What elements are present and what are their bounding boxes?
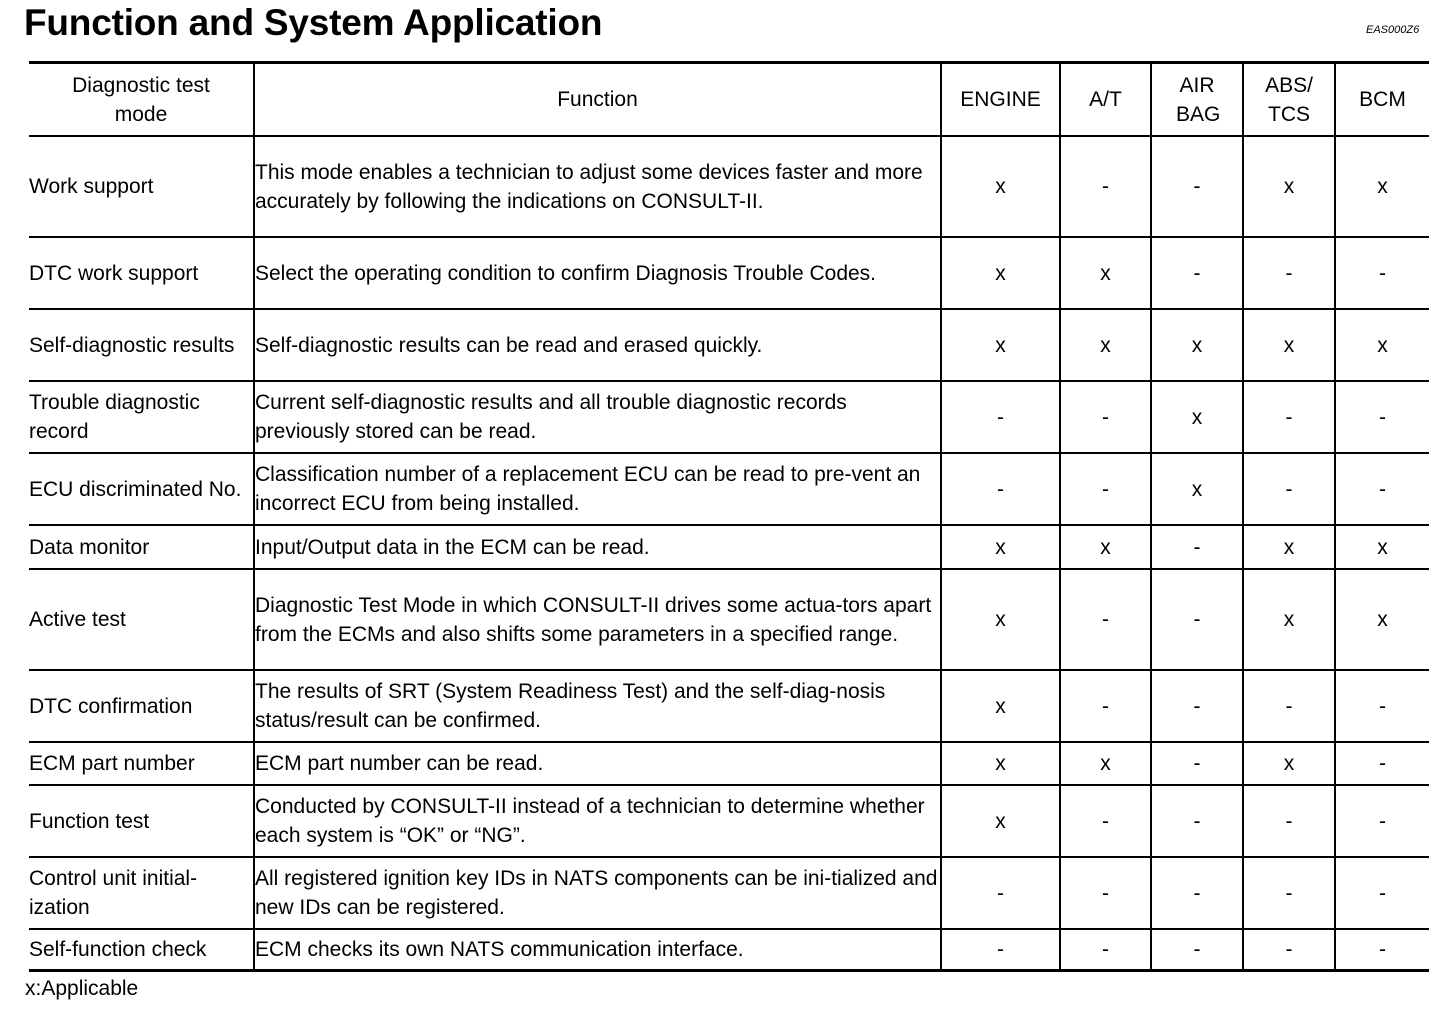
table-row xyxy=(29,785,1429,857)
row-bcm-mark: - xyxy=(1335,929,1429,970)
row-abs-tcs-mark: x xyxy=(1243,309,1335,381)
row-at-mark: - xyxy=(1060,929,1151,970)
page-title: Function and System Application xyxy=(24,2,603,43)
row-engine-mark: x xyxy=(941,525,1060,569)
row-at-mark: x xyxy=(1060,742,1151,785)
row-function: Current self-diagnostic results and all trouble diagnostic records previously stored can be read. xyxy=(254,381,941,453)
row-mode: Self-diagnostic results xyxy=(29,309,254,381)
header-abs-tcs: ABS/ TCS xyxy=(1243,63,1335,137)
row-mode: ECM part number xyxy=(29,742,254,785)
row-engine-mark: - xyxy=(941,857,1060,929)
row-engine-mark: - xyxy=(941,381,1060,453)
row-bcm-mark: - xyxy=(1335,785,1429,857)
row-at-mark: - xyxy=(1060,857,1151,929)
row-mode: Control unit initial-ization xyxy=(29,857,254,929)
document-code: EAS000Z6 xyxy=(1366,24,1420,36)
row-airbag-mark: - xyxy=(1151,742,1243,785)
row-mode: Data monitor xyxy=(29,525,254,569)
row-bcm-mark: x xyxy=(1335,309,1429,381)
table-row xyxy=(29,742,1429,785)
row-mode: Active test xyxy=(29,569,254,670)
row-at-mark: x xyxy=(1060,525,1151,569)
row-airbag-mark: - xyxy=(1151,136,1243,237)
row-engine-mark: x xyxy=(941,670,1060,742)
row-mode: Work support xyxy=(29,136,254,237)
row-engine-mark: x xyxy=(941,569,1060,670)
row-function: Self-diagnostic results can be read and erased quickly. xyxy=(254,309,941,381)
row-engine-mark: x xyxy=(941,785,1060,857)
row-function: Conducted by CONSULT-II instead of a technician to determine whether each system is “OK” or “NG”. xyxy=(254,785,941,857)
row-engine-mark: - xyxy=(941,929,1060,970)
row-at-mark: - xyxy=(1060,785,1151,857)
row-bcm-mark: - xyxy=(1335,237,1429,309)
row-bcm-mark: - xyxy=(1335,857,1429,929)
row-engine-mark: x xyxy=(941,136,1060,237)
row-abs-tcs-mark: - xyxy=(1243,381,1335,453)
row-bcm-mark: - xyxy=(1335,453,1429,525)
row-airbag-mark: - xyxy=(1151,670,1243,742)
row-mode: ECU discriminated No. xyxy=(29,453,254,525)
function-application-table xyxy=(29,61,1429,972)
row-function: The results of SRT (System Readiness Test) and the self-diag-nosis status/result can be confirmed. xyxy=(254,670,941,742)
row-abs-tcs-mark: x xyxy=(1243,742,1335,785)
table-row xyxy=(29,237,1429,309)
row-function: Select the operating condition to confirm Diagnosis Trouble Codes. xyxy=(254,237,941,309)
row-bcm-mark: - xyxy=(1335,742,1429,785)
table-body xyxy=(29,136,1429,970)
row-airbag-mark: - xyxy=(1151,525,1243,569)
row-abs-tcs-mark: - xyxy=(1243,785,1335,857)
row-airbag-mark: - xyxy=(1151,237,1243,309)
row-function: This mode enables a technician to adjust some devices faster and more accurately by following the indications on CONSULT-II. xyxy=(254,136,941,237)
row-bcm-mark: - xyxy=(1335,381,1429,453)
row-engine-mark: x xyxy=(941,742,1060,785)
row-engine-mark: x xyxy=(941,237,1060,309)
applicable-legend: x:Applicable xyxy=(25,977,139,1000)
row-at-mark: - xyxy=(1060,569,1151,670)
table-row xyxy=(29,309,1429,381)
row-engine-mark: x xyxy=(941,309,1060,381)
row-function: Classification number of a replacement ECU can be read to pre-vent an incorrect ECU from being installed. xyxy=(254,453,941,525)
row-mode: Function test xyxy=(29,785,254,857)
row-at-mark: - xyxy=(1060,670,1151,742)
row-airbag-mark: - xyxy=(1151,929,1243,970)
table-row xyxy=(29,525,1429,569)
row-engine-mark: - xyxy=(941,453,1060,525)
table-row xyxy=(29,857,1429,929)
row-airbag-mark: x xyxy=(1151,381,1243,453)
row-airbag-mark: - xyxy=(1151,857,1243,929)
row-mode: DTC confirmation xyxy=(29,670,254,742)
row-function: Input/Output data in the ECM can be read. xyxy=(254,525,941,569)
row-mode: Self-function check xyxy=(29,929,254,970)
row-at-mark: - xyxy=(1060,381,1151,453)
row-abs-tcs-mark: - xyxy=(1243,670,1335,742)
row-at-mark: x xyxy=(1060,237,1151,309)
row-abs-tcs-mark: x xyxy=(1243,525,1335,569)
header-function: Function xyxy=(254,63,941,137)
row-airbag-mark: - xyxy=(1151,569,1243,670)
row-function: Diagnostic Test Mode in which CONSULT-II drives some actua-tors apart from the ECMs and also shifts some parameters in a specified range. xyxy=(254,569,941,670)
table-row xyxy=(29,136,1429,237)
row-at-mark: - xyxy=(1060,136,1151,237)
row-bcm-mark: - xyxy=(1335,670,1429,742)
row-at-mark: x xyxy=(1060,309,1151,381)
row-airbag-mark: x xyxy=(1151,309,1243,381)
table-header-row xyxy=(29,63,1429,137)
header-diagnostic-test-mode: Diagnostic test mode xyxy=(72,73,210,126)
row-airbag-mark: x xyxy=(1151,453,1243,525)
table-row xyxy=(29,929,1429,970)
header-at: A/T xyxy=(1060,63,1151,137)
table-row xyxy=(29,569,1429,670)
header-airbag: AIR BAG xyxy=(1151,63,1243,137)
row-function: ECM checks its own NATS communication interface. xyxy=(254,929,941,970)
table-row xyxy=(29,453,1429,525)
row-abs-tcs-mark: x xyxy=(1243,569,1335,670)
row-bcm-mark: x xyxy=(1335,525,1429,569)
header-bcm: BCM xyxy=(1335,63,1429,137)
row-abs-tcs-mark: - xyxy=(1243,929,1335,970)
row-function: All registered ignition key IDs in NATS components can be ini-tialized and new IDs can be registered. xyxy=(254,857,941,929)
row-abs-tcs-mark: x xyxy=(1243,136,1335,237)
row-bcm-mark: x xyxy=(1335,136,1429,237)
row-airbag-mark: - xyxy=(1151,785,1243,857)
row-at-mark: - xyxy=(1060,453,1151,525)
row-mode: Trouble diagnostic record xyxy=(29,381,254,453)
table-row xyxy=(29,670,1429,742)
row-bcm-mark: x xyxy=(1335,569,1429,670)
row-mode: DTC work support xyxy=(29,237,254,309)
header-engine: ENGINE xyxy=(941,63,1060,137)
table-row xyxy=(29,381,1429,453)
row-abs-tcs-mark: - xyxy=(1243,453,1335,525)
row-abs-tcs-mark: - xyxy=(1243,857,1335,929)
row-abs-tcs-mark: - xyxy=(1243,237,1335,309)
row-function: ECM part number can be read. xyxy=(254,742,941,785)
